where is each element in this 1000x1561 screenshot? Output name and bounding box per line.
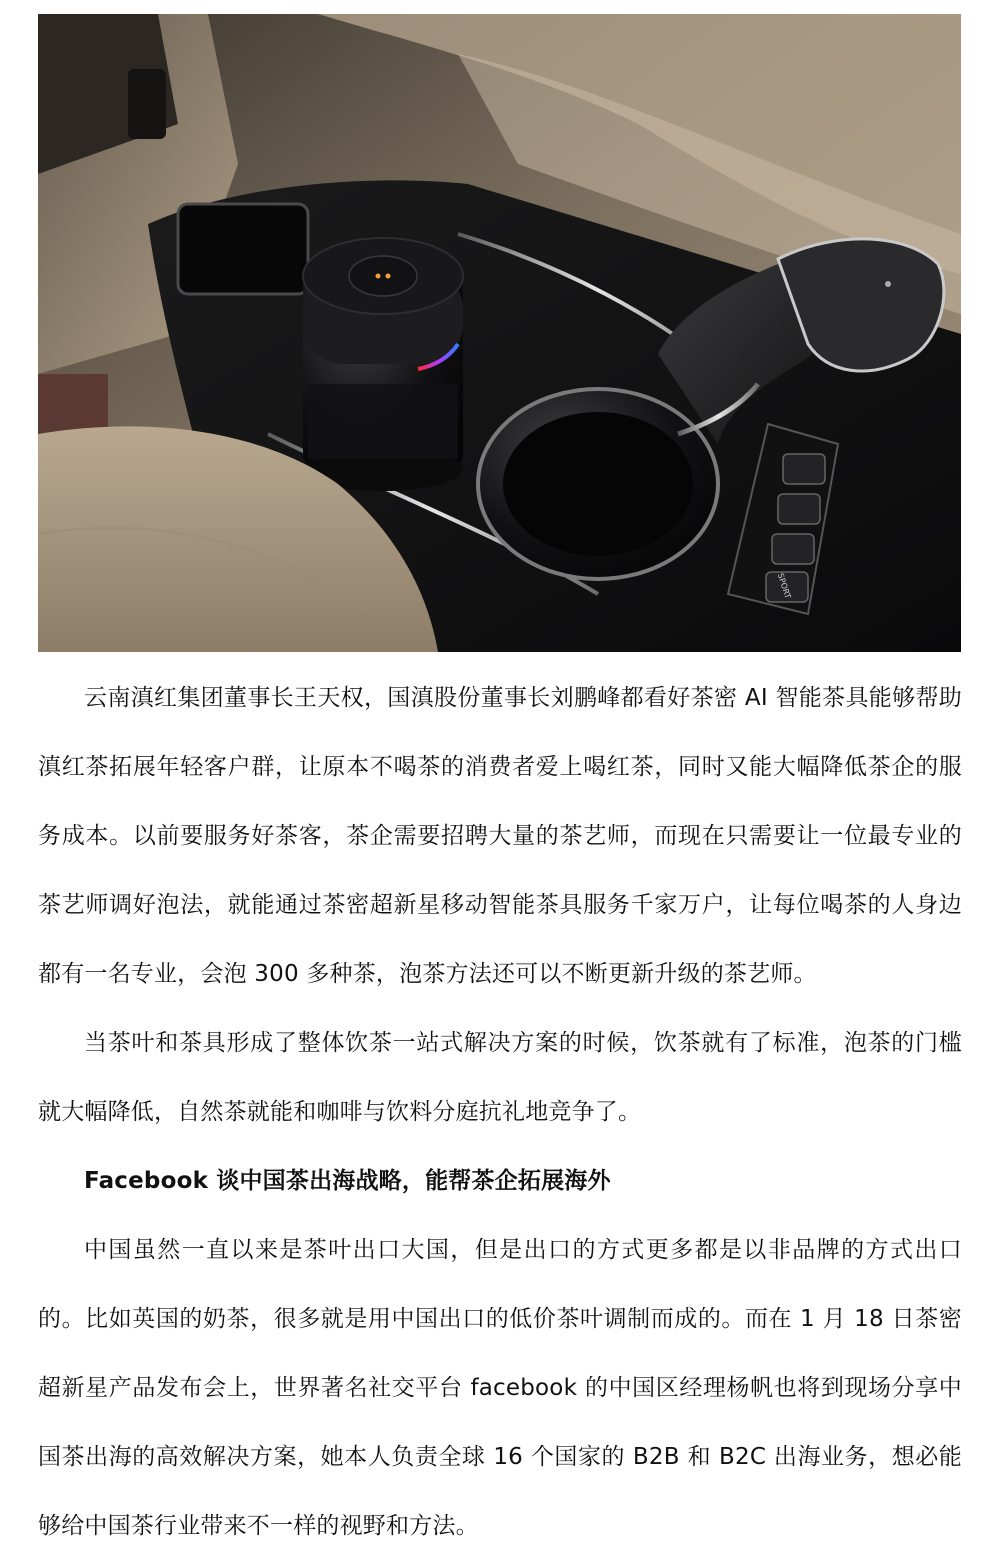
tea-device: [303, 238, 463, 491]
car-console-illustration: [38, 14, 961, 652]
paragraph-1: 云南滇红集团董事长王天权，国滇股份董事长刘鹏峰都看好茶密 AI 智能茶具能够帮助滇红茶拓展年轻客户群，让原本不喝茶的消费者爱上喝红茶，同时又能大幅降低茶企的服务成本。以前要服务好茶客，茶企需要招聘大量的茶艺师，而现在只需要让一位最专业的茶艺师调好泡法，就能通过茶密超新星移动智能茶具服务千家万户，让每位喝茶的人身边都有一名专业，会泡 300 多种茶，泡茶方法还可以不断更新升级的茶艺师。: [38, 685, 962, 987]
article-body: [38, 664, 962, 1561]
product-photo: [38, 14, 961, 652]
paragraph-2: 当茶叶和茶具形成了整体饮茶一站式解决方案的时候，饮茶就有了标准，泡茶的门槛就大幅降低，自然茶就能和咖啡与饮料分庭抗礼地竞争了。: [38, 1030, 962, 1125]
section-heading: Facebook 谈中国茶出海战略，能帮茶企拓展海外: [84, 1168, 611, 1194]
sport-button-label: SPORT: [775, 572, 793, 600]
paragraph-3: 中国虽然一直以来是茶叶出口大国，但是出口的方式更多都是以非品牌的方式出口的。比如英国的奶茶，很多就是用中国出口的低价茶叶调制而成的。而在 1 月 18 日茶密超新星产品发布会上，世界著名社交平台 facebook 的中国区经理杨帆也将到现场分享中国茶出海的高效解决方案，她本人负责全球 16 个国家的 B2B 和 B2C 出海业务，想必能够给中国茶行业带来不一样的视野和方法。: [38, 1237, 962, 1539]
